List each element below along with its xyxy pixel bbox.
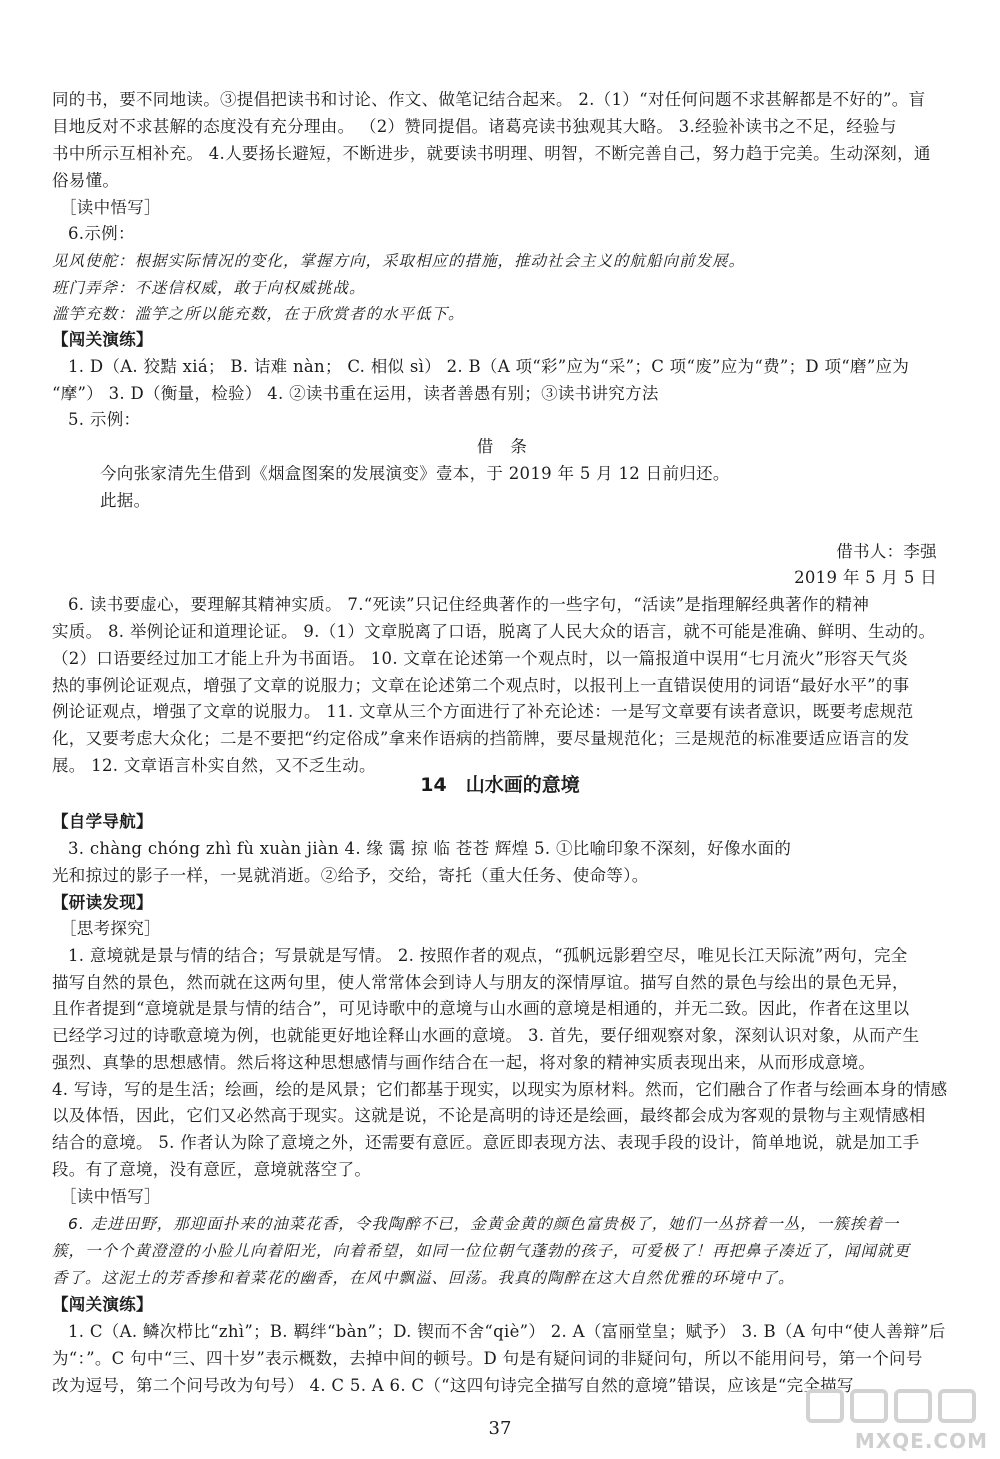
text-line: 目地反对不求甚解的态度没有充分理由。 （2）赞同提倡。诸葛亮读书独观其大略。 3.经验补读书之不足，经验与 <box>52 117 897 136</box>
text-line: 6. 读书要虚心，要理解其精神实质。 7.“死读”只记住经典著作的一些字句，“活读”是指理解经典著作的精神 <box>68 595 870 614</box>
handwritten-example: 香了。这泥土的芳香掺和着菜花的幽香，在风中飘溢、回荡。我真的陶醉在这大自然优雅的环境中了。 <box>52 1269 795 1287</box>
text-line: 1. C（A. 鳞次栉比“zhì”；B. 羁绊“bàn”；D. 锲而不舍“qiè”） 2. A（富丽堂皇；赋予） 3. B（A 句中“使人善辩”后 <box>68 1322 946 1341</box>
text-line: 1. 意境就是景与情的结合；写景就是写情。 2. 按照作者的观点，“孤帆远影碧空尽，唯见长江天际流”两句，完全 <box>68 946 908 965</box>
text-line: 且作者提到“意境就是景与情的结合”，可见诗歌中的意境与山水画的意境是相通的，并无二致。因此，作者在这里以 <box>52 999 910 1018</box>
text-line: 实质。 8. 举例论证和道理论证。 9.（1）文章脱离了口语，脱离了人民大众的语言，就不可能是准确、鲜明、生动的。 <box>52 622 936 641</box>
handwritten-example: 6. 走进田野，那迎面扑来的油菜花香，令我陶醉不已，金黄金黄的颜色富贵极了，她们一丛挤着一丛，一簇挨着一 <box>68 1215 900 1233</box>
text-line: 化，又要考虑大众化；二是不要把“约定俗成”拿来作语病的挡箭牌，要尽量规范化；三是规范的标准要适应语言的发 <box>52 729 910 748</box>
section-label: ［读中悟写］ <box>60 1187 161 1206</box>
text-line: （2）口语要经过加工才能上升为书面语。 10. 文章在论述第一个观点时，以一篇报道中误用“七月流火”形容天气炎 <box>52 649 909 668</box>
text-line: 俗易懂。 <box>52 171 120 190</box>
handwritten-example: 班门弄斧：不迷信权威，敢于向权威挑战。 <box>52 279 366 297</box>
note-title: 借 条 <box>476 437 528 456</box>
section-heading: 【闯关演练】 <box>52 1295 153 1314</box>
text-line: 同的书，要不同地读。③提倡把读书和讨论、作文、做笔记结合起来。 2.（1）“对任何问题不求甚解都是不好的”。盲 <box>52 90 926 109</box>
text-line: 光和掠过的影子一样，一晃就消逝。②给予，交给，寄托（重大任务、使命等）。 <box>52 866 649 885</box>
text-line: “摩”） 3. D（衡量，检验） 4. ②读书重在运用，读者善愚有别；③读书讲究方法 <box>52 384 659 403</box>
note-body: 此据。 <box>100 491 151 510</box>
text-line: 书中所示互相补充。 4.人要扬长避短，不断进步，就要读书明理、明智，不断完善自己，努力趋于完美。生动深刻，通 <box>52 144 931 163</box>
watermark-text: MXQE.COM <box>854 1429 988 1453</box>
section-label: ［读中悟写］ <box>60 198 161 217</box>
text-line: 例论证观点，增强了文章的说服力。 11. 文章从三个方面进行了补充论述：一是写文章要有读者意识，既要考虑规范 <box>52 702 914 721</box>
note-body: 今向张家清先生借到《烟盒图案的发展演变》壹本，于 2019 年 5 月 12 日前归还。 <box>100 464 730 483</box>
text-line: 4. 写诗，写的是生活；绘画，绘的是风景；它们都基于现实，以现实为原材料。然而，它们融合了作者与绘画本身的情感 <box>52 1080 948 1099</box>
handwritten-example: 簇，一个个黄澄澄的小脸儿向着阳光，向着希望，如同一位位朝气蓬勃的孩子，可爱极了！再把鼻子凑近了，闻闻就更 <box>52 1242 911 1260</box>
text-line: 以及体悟，因此，它们又必然高于现实。这就是说，不论是高明的诗还是绘画，最终都会成为客观的景物与主观情感相 <box>52 1106 926 1125</box>
text-line: 3. chàng chóng zhì fù xuàn jiàn 4. 缘 霭 掠 临 苍苍 辉煌 5. ①比喻印象不深刻，好像水面的 <box>68 839 792 858</box>
section-heading: 【闯关演练】 <box>52 330 153 349</box>
text-line: 1. D（A. 狡黠 xiá； B. 诘难 nàn； C. 相似 sì） 2. B（A 项“彩”应为“采”；C 项“废”应为“费”；D 项“磨”应为 <box>68 357 910 376</box>
note-signature: 借书人：李强 <box>836 542 937 561</box>
page-number: 37 <box>488 1418 512 1439</box>
note-date: 2019 年 5 月 5 日 <box>794 568 937 587</box>
text-line: 展。 12. 文章语言朴实自然，又不乏生动。 <box>52 756 376 775</box>
text-line: 结合的意境。 5. 作者认为除了意境之外，还需要有意匠。意匠即表现方法、表现手段的设计，简单地说，就是加工手 <box>52 1133 920 1152</box>
text-line: 段。有了意境，没有意匠，意境就落空了。 <box>52 1160 372 1179</box>
handwritten-example: 见风使舵：根据实际情况的变化，掌握方向，采取相应的措施，推动社会主义的航船向前发展。 <box>52 252 746 270</box>
text-line: 已经学习过的诗歌意境为例，也就能更好地诠释山水画的意境。 3. 首先，要仔细观察对象，深刻认识对象，从而产生 <box>52 1026 920 1045</box>
chapter-title: 14 山水画的意境 <box>420 774 580 796</box>
text-line: 热的事例论证观点，增强了文章的说服力；文章在论述第二个观点时，以报刊上一直错误使用的词语“最好水平”的事 <box>52 676 910 695</box>
handwritten-example: 滥竽充数：滥竽之所以能充数，在于欣赏者的水平低下。 <box>52 305 465 323</box>
section-heading: 【研读发现】 <box>52 893 153 912</box>
text-line: 强烈、真挚的思想感情。然后将这种思想感情与画作结合在一起，将对象的精神实质表现出来，从而形成意境。 <box>52 1053 876 1072</box>
text-line: 为“：”。C 句中“三、四十岁”表示概数，去掉中间的顿号。D 句是有疑问词的非疑问句，所以不能用问号，第一个问号 <box>52 1349 923 1368</box>
section-label: ［思考探究］ <box>60 919 161 938</box>
text-line: 描写自然的景色，然而就在这两句里，使人常常体会到诗人与朋友的深情厚谊。描写自然的景色与绘出的景色无异， <box>52 973 909 992</box>
section-heading: 【自学导航】 <box>52 812 153 831</box>
text-line: 改为逗号，第二个问号改为句号） 4. C 5. A 6. C（“这四句诗完全描写自然的意境”错误，应该是“完全描写 <box>52 1376 854 1395</box>
text-line: 5. 示例： <box>68 410 141 429</box>
text-line: 6.示例： <box>68 224 135 243</box>
